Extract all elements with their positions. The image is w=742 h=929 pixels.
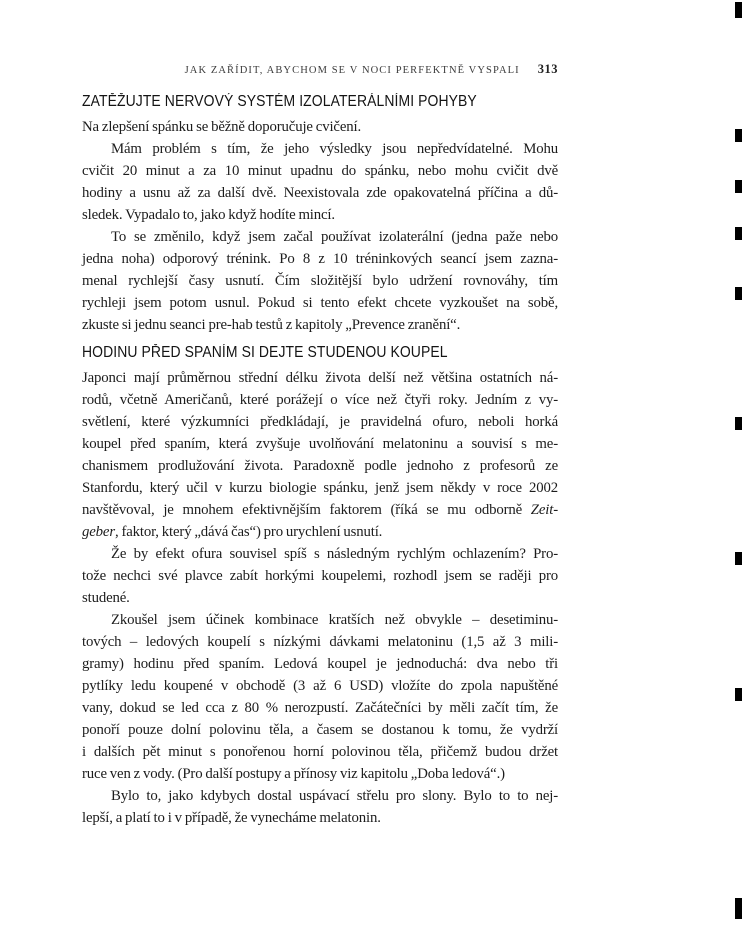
text-line — [82, 543, 558, 565]
text-run: Na zlepšení spánku se běžně doporučuje cvičení. — [82, 119, 362, 135]
text-run: , faktor, který „dává čas“) pro urychlení usnutí. — [114, 524, 383, 540]
text-run: sledek. Vypadalo to, jako když hodíte mincí. — [82, 207, 335, 223]
italic-run: Zeit- — [530, 502, 558, 518]
text-line — [82, 763, 558, 785]
section-body — [82, 367, 558, 829]
thumb-index-mark — [735, 898, 742, 919]
text-line — [82, 653, 558, 675]
text-line — [82, 270, 558, 292]
text-line — [82, 785, 558, 807]
text-line — [82, 248, 558, 270]
text-line — [82, 160, 558, 182]
text-line — [82, 609, 558, 631]
page-content — [82, 0, 558, 929]
italic-run: geber — [82, 524, 115, 540]
paragraph — [82, 116, 558, 138]
text-run: jedna noha) odporový trénink. Po 8 z 10 tréninkových seancí jsem zazna- — [82, 251, 558, 267]
text-run: i dalších pět minut s ponořenou horní polovinou těla, přičemž budou držet — [82, 744, 558, 760]
text-line — [82, 565, 558, 587]
running-header-title: JAK ZAŘÍDIT, ABYCHOM SE V NOCI PERFEKTNĚ VYSPALI — [184, 65, 520, 76]
text-run: lepší, a platí to i v případě, že vynecháme melatonin. — [82, 810, 381, 826]
text-run: zkuste si jednu seanci pre-hab testů z kapitoly „Prevence zranění“. — [82, 317, 461, 333]
text-run: koupel před spaním, která zvyšuje uvolňování melatoninu a souvisí s me- — [82, 436, 558, 452]
text-run: rodů, včetně Američanů, které porážejí o více než čtyři roky. Jedním z vy- — [82, 392, 558, 408]
thumb-index-mark — [735, 2, 742, 18]
text-line — [82, 314, 558, 336]
text-run: studené. — [82, 590, 130, 606]
text-line — [82, 138, 558, 160]
text-line — [82, 433, 558, 455]
section-body — [82, 116, 558, 336]
text-run: Japonci mají průměrnou střední délku života delší než většina ostatních ná- — [82, 370, 558, 386]
text-line — [82, 389, 558, 411]
text-run: Mám problém s tím, že jeho výsledky jsou nepředvídatelné. Mohu — [111, 141, 558, 157]
text-line — [82, 477, 558, 499]
thumb-index-mark — [735, 287, 742, 300]
text-line — [82, 411, 558, 433]
text-run: Že by efekt ofura souvisel spíš s následným rychlým ochlazením? Pro- — [111, 546, 558, 562]
text-run: Bylo to, jako kdybych dostal uspávací střelu pro slony. Bylo to to nej- — [111, 788, 558, 804]
text-run: gramy) hodinu před spaním. Ledová koupel je jednoduchá: dva nebo tři — [82, 656, 558, 672]
text-line — [82, 499, 558, 521]
section-heading: HODINU PŘED SPANÍM SI DEJTE STUDENOU KOUPEL — [82, 344, 448, 361]
text-run: Stanfordu, který učil v kurzu biologie spánku, jenž jsem někdy v roce 2002 — [82, 480, 558, 496]
section — [82, 93, 558, 336]
text-run: pytlíky ledu koupené v obchodě (3 až 6 USD) vložíte do zpola napuštěné — [82, 678, 558, 694]
text-line — [82, 367, 558, 389]
text-run: navštěvoval, je mnohem efektivnějším faktorem (říká se mu odborně — [82, 502, 531, 518]
text-run: menal rychlejší časy usnutí. Čím složitější bylo udržení rovnováhy, tím — [82, 273, 558, 289]
text-run: To se změnilo, když jsem začal používat izolaterální (jedna paže nebo — [111, 229, 558, 245]
text-line — [82, 697, 558, 719]
text-run: ruce ven z vody. (Pro další postupy a přínosy viz kapitolu „Doba ledová“.) — [82, 766, 505, 782]
text-line — [82, 182, 558, 204]
text-run: tových – ledových koupelí s nízkými dávkami melatoninu (1,5 až 3 mili- — [82, 634, 558, 650]
text-run: cvičit 20 minut a za 10 minut upadnu do spánku, nebo mohu cvičit dvě — [82, 163, 558, 179]
text-line — [82, 116, 558, 138]
paragraph — [82, 138, 558, 226]
text-run: hodiny a usnu až za další dvě. Neexistovala zde opakovatelná příčina a dů- — [82, 185, 558, 201]
thumb-index-mark — [735, 688, 742, 701]
text-line — [82, 631, 558, 653]
text-line — [82, 675, 558, 697]
text-line — [82, 719, 558, 741]
text-run: světlení, které výzkumníci předkládají, je pravidelná ofuro, neboli horká — [82, 414, 558, 430]
thumb-index-mark — [735, 552, 742, 565]
text-run: chanismem prodlužování života. Paradoxně podle jednoho z profesorů ze — [82, 458, 558, 474]
thumb-index-mark — [735, 180, 742, 193]
text-line — [82, 204, 558, 226]
text-run: Zkoušel jsem účinek kombinace kratších než obvykle – desetiminu- — [111, 612, 558, 628]
text-run: ponoří pouze dolní polovinu těla, a časem se dostanou k tomu, že vydrží — [82, 722, 558, 738]
page-number: 313 — [537, 62, 558, 76]
thumb-index-mark — [735, 417, 742, 430]
text-line — [82, 741, 558, 763]
section-heading: ZATĚŽUJTE NERVOVÝ SYSTÉM IZOLATERÁLNÍMI POHYBY — [82, 93, 477, 110]
text-line — [82, 292, 558, 314]
thumb-index-mark — [735, 129, 742, 142]
section — [82, 344, 558, 829]
text-run: tože nechci své plavce zabít horkými koupelemi, rozhodl jsem se raději pro — [82, 568, 558, 584]
text-line — [82, 587, 558, 609]
text-run: vany, dokud se led cca z 80 % nerozpustí. Začátečníci by měli začít tím, že — [82, 700, 558, 716]
paragraph — [82, 543, 558, 609]
text-line — [82, 521, 558, 543]
thumb-index-mark — [735, 227, 742, 240]
paragraph — [82, 609, 558, 785]
paragraph — [82, 367, 558, 543]
text-line — [82, 807, 558, 829]
paragraph — [82, 785, 558, 829]
text-run: rychleji jsem potom usnul. Pokud si tento efekt chcete vyzkoušet na sobě, — [82, 295, 558, 311]
paragraph — [82, 226, 558, 336]
text-line — [82, 226, 558, 248]
text-line — [82, 455, 558, 477]
